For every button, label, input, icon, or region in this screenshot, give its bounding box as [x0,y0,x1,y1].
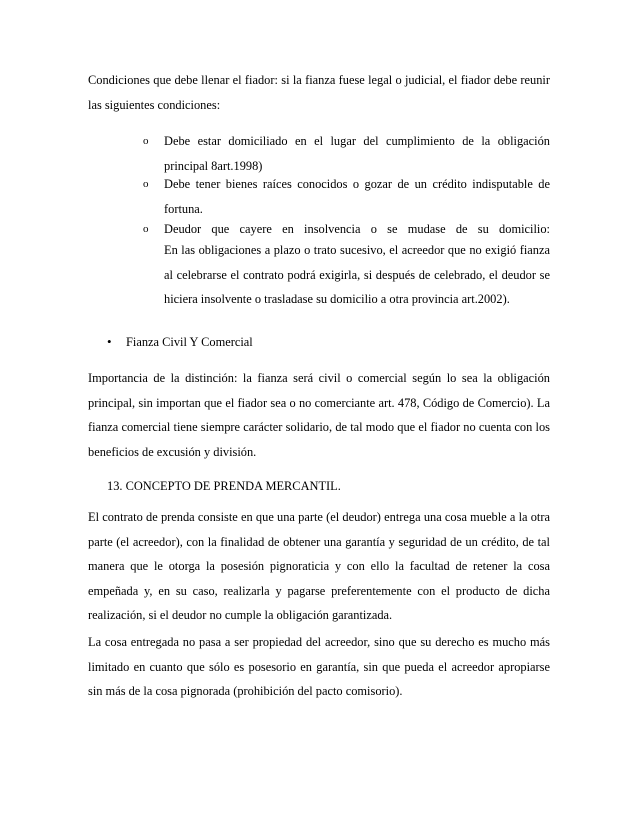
importance-paragraph: Importancia de la distinción: la fianza será civil o comercial según lo sea la obligación principal, sin importan que el fiador sea o no comerciante art. 478, Código de Comercio). La fianza comercial tiene siempre carácter solidario, de tal modo que el fiador no cuenta con los beneficios de excusión y división. [88,371,550,459]
circle-bullet: o [143,223,149,235]
condition-item: Debe tener bienes raíces conocidos o gozar de un crédito indisputable de fortuna. [164,177,550,216]
cosa-paragraph: La cosa entregada no pasa a ser propiedad del acreedor, sino que su derecho es mucho más limitado en cuanto que sólo es posesorio en garantía, sin que pueda el acreedor apropiarse sin más de la cosa pignorada (prohibición del pacto comisorio). [88,635,550,698]
condition-continuation: En las obligaciones a plazo o trato sucesivo, el acreedor que no exigió fianza al celebrarse el contrato podrá exigirla, si después de celebrado, el deudor se hiciera insolvente o trasladase su domicilio a otra provincia art.2002). [164,243,550,306]
bullet-item-label: Fianza Civil Y Comercial [126,335,253,349]
condition-item: Deudor que cayere en insolvencia o se mudase de su domicilio: [164,222,550,236]
bullet-icon: • [107,334,112,349]
prenda-paragraph: El contrato de prenda consiste en que una parte (el deudor) entrega una cosa mueble a la otra parte (el acreedor), con la finalidad de obtener una garantía y seguridad de un crédito, de tal manera que le otorga la posesión pignoraticia y con ello la facultad de retener la cosa empeñada y, en su caso, realizarla y pagarse preferentemente con el producto de dicha realización, si el deudor no cumple la obligación garantizada. [88,510,550,622]
circle-bullet: o [143,178,149,190]
section-heading: 13. CONCEPTO DE PRENDA MERCANTIL. [107,479,341,493]
condition-item: Debe estar domiciliado en el lugar del cumplimiento de la obligación principal 8art.1998) [164,134,550,173]
circle-bullet: o [143,135,149,147]
intro-paragraph: Condiciones que debe llenar el fiador: si la fianza fuese legal o judicial, el fiador debe reunir las siguientes condiciones: [88,73,550,112]
